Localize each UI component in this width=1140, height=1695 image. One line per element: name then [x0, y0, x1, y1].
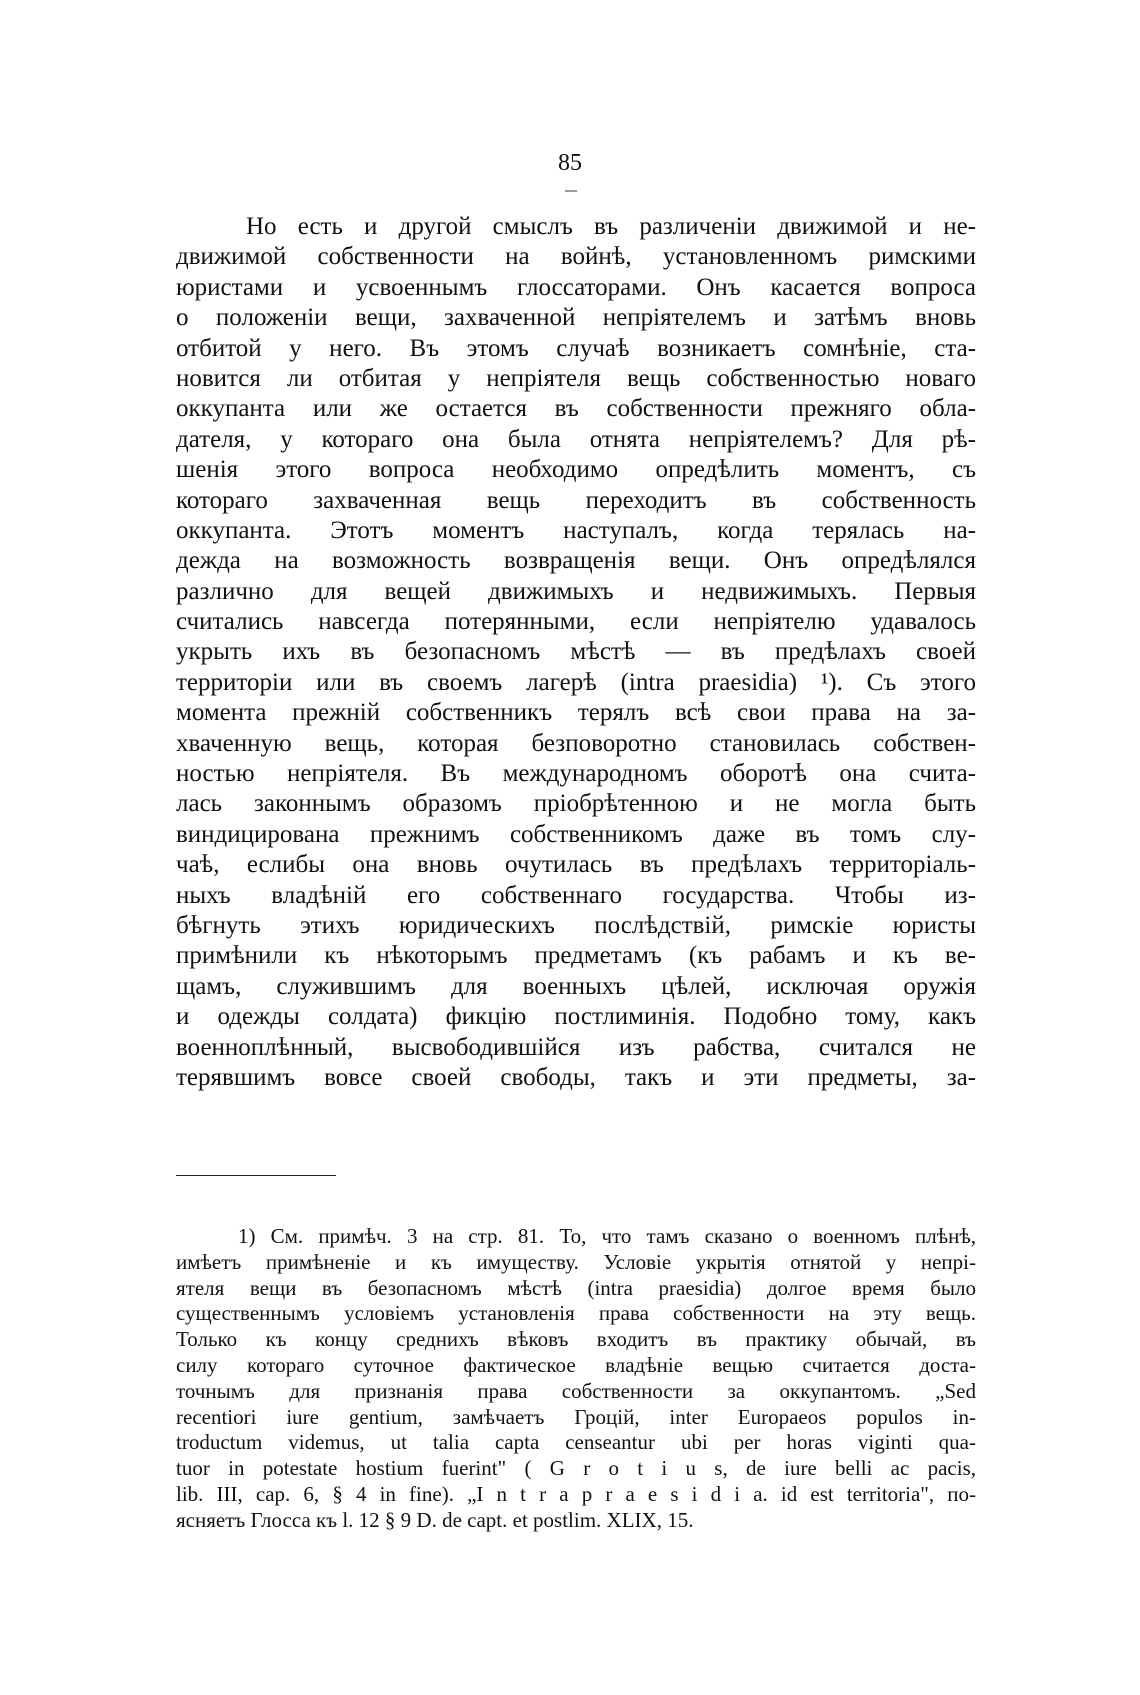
text-line: бѣгнуть этихъ юридическихъ послѣдствій, римскіе юристы: [176, 911, 976, 939]
footnote-line: ятеля вещи въ безопасномъ мѣстѣ (intra praesidia) долгое время было: [176, 1275, 976, 1300]
text-line: укрыть ихъ въ безопасномъ мѣстѣ — въ предѣлахъ своей: [176, 638, 976, 666]
footnote-divider: [176, 1175, 336, 1176]
text-line: щамъ, служившимъ для военныхъ цѣлей, исключая оружія: [176, 972, 976, 1000]
text-line: отбитой у него. Въ этомъ случаѣ возникаетъ сомнѣніе, ста-: [176, 334, 976, 362]
footnote-line: точнымъ для признанія права собственности за оккупантомъ. „Sed: [176, 1378, 976, 1403]
text-line: момента прежній собственникъ терялъ всѣ свои права на за-: [176, 699, 976, 727]
text-line: военноплѣнный, высвободившійся изъ рабства, считался не: [176, 1033, 976, 1061]
text-line: котораго захваченная вещь переходитъ въ собственность: [176, 486, 976, 514]
text-line: считались навсегда потерянными, если непріятелю удавалось: [176, 608, 976, 636]
text-line: виндицирована прежнимъ собственникомъ даже въ томъ слу-: [176, 820, 976, 848]
text-line: юристами и усвоеннымъ глоссаторами. Онъ касается вопроса: [176, 273, 976, 301]
footnote-line: имѣетъ примѣненіе и къ имуществу. Условіе укрытія отнятой у непрі-: [176, 1249, 976, 1274]
text-line: терявшимъ вовсе своей свободы, такъ и эти предметы, за-: [176, 1063, 976, 1091]
text-line: ностью непріятеля. Въ международномъ оборотѣ она счита-: [176, 760, 976, 788]
text-line: дателя, у котораго она была отнята непріятелемъ? Для рѣ-: [176, 425, 976, 453]
text-line: лась законнымъ образомъ пріобрѣтенною и не могла быть: [176, 790, 976, 818]
text-line: хваченную вещь, которая безповоротно становилась собствен-: [176, 729, 976, 757]
text-line: примѣнили къ нѣкоторымъ предметамъ (къ рабамъ и къ ве-: [176, 942, 976, 970]
text-line: шенія этого вопроса необходимо опредѣлить моментъ, съ: [176, 456, 976, 484]
ink-mark: [565, 190, 577, 192]
text-line: Но есть и другой смыслъ въ различеніи движимой и не-: [246, 213, 976, 240]
page-number: 85: [558, 150, 582, 176]
footnote-line: troductum videmus, ut talia capta censeantur ubi per horas viginti qua-: [176, 1430, 976, 1455]
text-line: различно для вещей движимыхъ и недвижимыхъ. Первыя: [176, 577, 976, 605]
footnote-line: силу котораго суточное фактическое владѣніе вещью считается доста-: [176, 1352, 976, 1377]
text-line: дежда на возможность возвращенія вещи. Онъ опредѣлялся: [176, 547, 976, 575]
text-line: новится ли отбитая у непріятеля вещь собственностью новаго: [176, 364, 976, 392]
text-line: и одежды солдата) фикцію постлиминія. Подобно тому, какъ: [176, 1003, 976, 1031]
footnote-line: Только къ концу среднихъ вѣковъ входитъ въ практику обычай, въ: [176, 1327, 976, 1352]
text-line: оккупанта или же остается въ собственности прежняго обла-: [176, 395, 976, 423]
text-line: чаѣ, еслибы она вновь очутилась въ предѣлахъ территоріаль-: [176, 851, 976, 879]
footnote: [176, 1224, 976, 1534]
text-line: о положеніи вещи, захваченной непріятелемъ и затѣмъ вновь: [176, 304, 976, 332]
footnote-line: существеннымъ условіемъ установленія права собственности на эту вещь.: [176, 1301, 976, 1326]
footnote-line: tuor in potestate hostium fuerint" ( G r o t i u s, de iure belli ac pacis,: [176, 1456, 976, 1481]
footnote-line: 1) См. примѣч. 3 на стр. 81. То, что тамъ сказано о военномъ плѣнѣ,: [238, 1224, 976, 1248]
text-line: оккупанта. Этотъ моментъ наступалъ, когда терялась на-: [176, 516, 976, 544]
text-line: движимой собственности на войнѣ, установленномъ римскими: [176, 243, 976, 271]
text-line: территоріи или въ своемъ лагерѣ (intra praesidia) ¹). Съ этого: [176, 668, 976, 696]
main-paragraph: [176, 212, 976, 1093]
text-line: ныхъ владѣній его собственнаго государства. Чтобы из-: [176, 881, 976, 909]
footnote-line: ясняетъ Глосса къ l. 12 § 9 D. de capt. et postlim. XLIX, 15.: [176, 1507, 694, 1532]
footnote-line: recentiori iure gentium, замѣчаетъ Гроцій, inter Europaeos populos in-: [176, 1404, 976, 1429]
footnote-line: lib. III, cap. 6, § 4 in fine). „I n t r a p r a e s i d i a. id est territoria", по-: [176, 1481, 976, 1506]
